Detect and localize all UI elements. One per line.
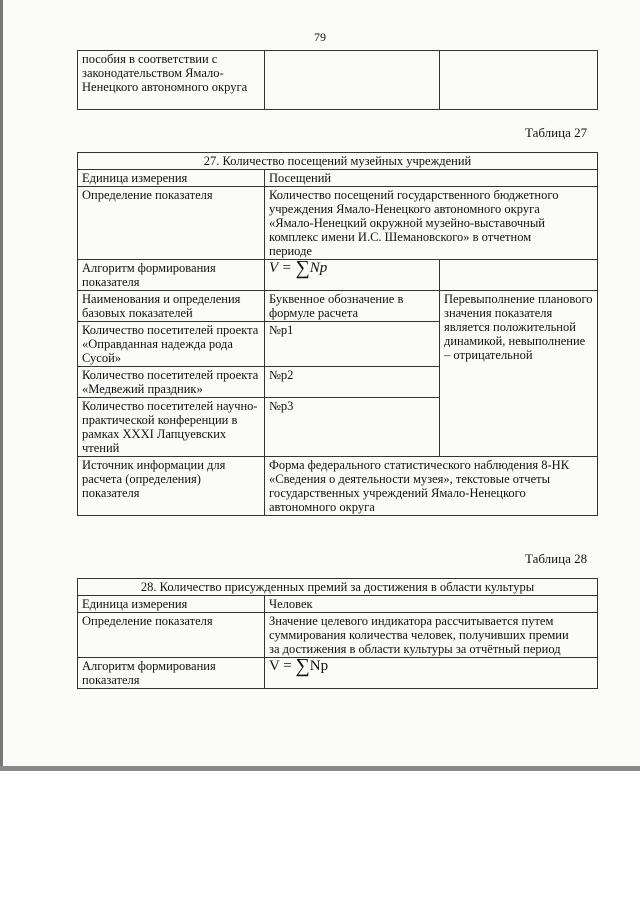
formula-rhs: Np (309, 260, 328, 276)
row-value: Количество посещений государственного бюджетного учреждения Ямало-Ненецкого автономного округа «Ямало-Ненецкий окружной музейно-выставочный комплекс имени И.С. Шемановского» в отчетном периоде (265, 187, 598, 260)
formula (269, 257, 328, 279)
table-row (78, 457, 598, 516)
continued-table (77, 50, 598, 110)
continued-cell-text: пособия в соответствии с законодательством Ямало-Ненецкого автономного округа (78, 51, 265, 110)
table-row (78, 51, 598, 110)
table-row (78, 187, 598, 260)
base-item-name: Количество посетителей научно-практической конференции в рамках XXXI Лапцуевских чтений (78, 398, 265, 457)
sum-symbol: ∑ (295, 257, 310, 279)
row-label: Алгоритм формирования показателя (78, 260, 265, 291)
table-row (78, 260, 598, 291)
formula-rhs: Np (309, 658, 329, 674)
table28-caption: Таблица 28 (525, 551, 588, 566)
table28 (77, 578, 598, 689)
continued-cell-empty (440, 51, 598, 110)
interpretation-cell: Перевыполнение планового значения показателя является положительной динамикой, невыполнение – отрицательной (440, 291, 598, 457)
page-number: 79 (314, 30, 326, 44)
base-item-name: Количество посетителей проекта «Медвежий праздник» (78, 367, 265, 398)
base-item-symbol: №р3 (265, 398, 440, 457)
table-row (78, 596, 598, 613)
page-edge-shadow (0, 766, 640, 771)
sum-symbol: ∑ (295, 655, 310, 677)
row-label: Наименования и определения базовых показателей (78, 291, 265, 322)
row-label: Определение показателя (78, 187, 265, 260)
table-title-row (78, 579, 598, 596)
row-label: Единица измерения (78, 170, 265, 187)
continued-cell-empty (265, 51, 440, 110)
table-title-row (78, 153, 598, 170)
row-value: Посещений (265, 170, 598, 187)
table-row (78, 291, 598, 322)
table-row (78, 658, 598, 689)
table27-caption: Таблица 27 (525, 125, 588, 140)
row-label: Источник информации для расчета (определения) показателя (78, 457, 265, 516)
row-label: Определение показателя (78, 613, 265, 658)
formula-lhs: V = (269, 658, 292, 674)
table27-title: 27. Количество посещений музейных учреждений (78, 153, 598, 170)
formula (269, 655, 329, 677)
table-row (78, 613, 598, 658)
table28-title: 28. Количество присужденных премий за достижения в области культуры (78, 579, 598, 596)
empty-cell (440, 260, 598, 291)
symbol-header: Буквенное обозначение в формуле расчета (265, 291, 440, 322)
base-item-symbol: №р1 (265, 322, 440, 367)
table-row (78, 170, 598, 187)
row-label: Единица измерения (78, 596, 265, 613)
row-value: Форма федерального статистического наблюдения 8-НК «Сведения о деятельности музея», текстовые отчеты государственных учреждений Ямало-Ненецкого автономного округа (265, 457, 598, 516)
formula-cell (265, 655, 598, 689)
table27 (77, 152, 598, 516)
row-value: Человек (265, 596, 598, 613)
base-item-name: Количество посетителей проекта «Оправданная надежда рода Сусой» (78, 322, 265, 367)
row-label: Алгоритм формирования показателя (78, 658, 265, 689)
formula-lhs: V = (269, 260, 292, 276)
row-value: Значение целевого индикатора рассчитывается путем суммирования количества человек, получивших премии за достижения в области культуры за отчётный период (265, 613, 598, 658)
base-item-symbol: №р2 (265, 367, 440, 398)
formula-cell (265, 257, 440, 291)
